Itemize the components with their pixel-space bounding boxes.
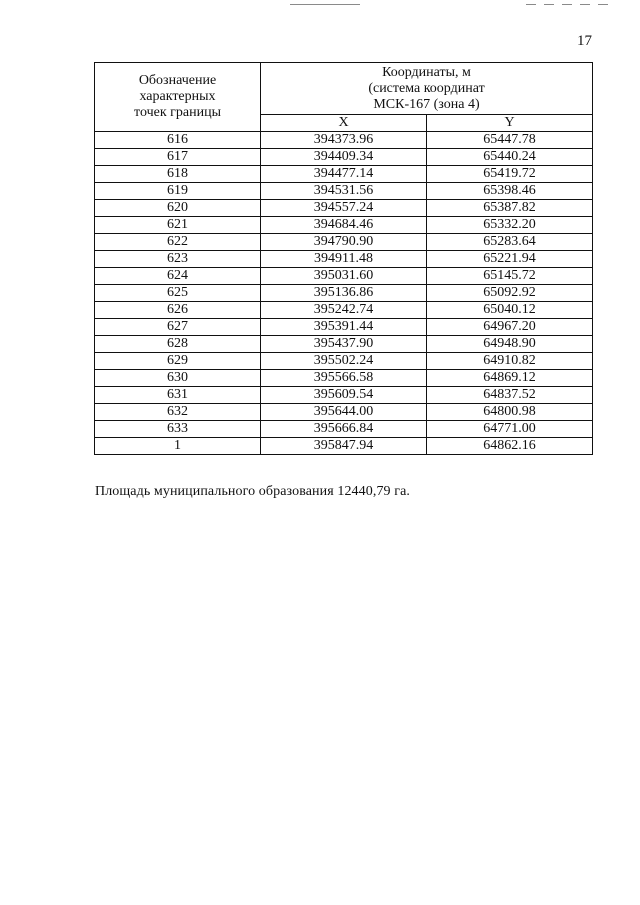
x-coordinate-cell: 395566.58	[261, 370, 427, 387]
municipal-area-text: Площадь муниципального образования 12440,79 га.	[95, 484, 411, 499]
x-coordinate-cell: 394477.14	[261, 166, 427, 183]
y-coordinate-cell: 65440.24	[427, 149, 593, 166]
point-cell: 628	[95, 336, 261, 353]
x-coordinate-cell: 395609.54	[261, 387, 427, 404]
point-cell: 618	[95, 166, 261, 183]
y-coordinate-cell: 64967.20	[427, 319, 593, 336]
y-coordinate-cell: 64948.90	[427, 336, 593, 353]
x-coordinate-cell: 395666.84	[261, 421, 427, 438]
y-coordinate-cell: 65040.12	[427, 302, 593, 319]
table-row	[95, 285, 593, 302]
x-coordinate-cell: 394684.46	[261, 217, 427, 234]
point-cell: 616	[95, 132, 261, 149]
table-row	[95, 387, 593, 404]
table-row	[95, 166, 593, 183]
point-cell: 633	[95, 421, 261, 438]
point-header-line-3: точек границы	[134, 105, 221, 120]
point-cell: 619	[95, 183, 261, 200]
y-coordinate-cell: 65221.94	[427, 251, 593, 268]
coordinates-header	[261, 63, 593, 115]
y-coordinate-cell: 65145.72	[427, 268, 593, 285]
y-coordinate-cell: 65398.46	[427, 183, 593, 200]
point-cell: 629	[95, 353, 261, 370]
table-row	[95, 438, 593, 455]
x-coordinate-cell: 394373.96	[261, 132, 427, 149]
x-coordinate-cell: 395136.86	[261, 285, 427, 302]
y-coordinate-cell: 65283.64	[427, 234, 593, 251]
y-coordinate-cell: 64862.16	[427, 438, 593, 455]
coordinates-table-body	[95, 132, 593, 455]
point-cell: 623	[95, 251, 261, 268]
coords-header-line-3: МСК-167 (зона 4)	[373, 96, 480, 112]
x-coordinate-cell: 394409.34	[261, 149, 427, 166]
y-column-header: Y	[427, 115, 593, 132]
y-coordinate-cell: 64771.00	[427, 421, 593, 438]
table-row	[95, 132, 593, 149]
x-coordinate-cell: 394911.48	[261, 251, 427, 268]
table-row	[95, 251, 593, 268]
table-row	[95, 353, 593, 370]
point-header-line-2: характерных	[139, 89, 216, 104]
top-scan-marks	[290, 4, 620, 8]
x-column-header: X	[261, 115, 427, 132]
table-row	[95, 336, 593, 353]
table-row	[95, 149, 593, 166]
y-coordinate-cell: 64800.98	[427, 404, 593, 421]
table-row	[95, 302, 593, 319]
y-coordinate-cell: 65092.92	[427, 285, 593, 302]
y-coordinate-cell: 64910.82	[427, 353, 593, 370]
point-cell: 625	[95, 285, 261, 302]
y-coordinate-cell: 65332.20	[427, 217, 593, 234]
point-cell: 627	[95, 319, 261, 336]
y-coordinate-cell: 65387.82	[427, 200, 593, 217]
table-row	[95, 268, 593, 285]
point-cell: 631	[95, 387, 261, 404]
point-cell: 1	[95, 438, 261, 455]
coordinates-table-container	[94, 62, 592, 455]
point-cell: 626	[95, 302, 261, 319]
point-cell: 622	[95, 234, 261, 251]
table-row	[95, 421, 593, 438]
x-coordinate-cell: 395502.24	[261, 353, 427, 370]
x-coordinate-cell: 394557.24	[261, 200, 427, 217]
y-coordinate-cell: 64837.52	[427, 387, 593, 404]
table-row	[95, 319, 593, 336]
x-coordinate-cell: 395242.74	[261, 302, 427, 319]
table-row	[95, 234, 593, 251]
y-coordinate-cell: 65419.72	[427, 166, 593, 183]
y-coordinate-cell: 65447.78	[427, 132, 593, 149]
y-coordinate-cell: 64869.12	[427, 370, 593, 387]
x-coordinate-cell: 395391.44	[261, 319, 427, 336]
point-cell: 617	[95, 149, 261, 166]
point-designation-header	[95, 63, 261, 132]
x-coordinate-cell: 394531.56	[261, 183, 427, 200]
x-coordinate-cell: 395847.94	[261, 438, 427, 455]
point-cell: 624	[95, 268, 261, 285]
table-row	[95, 217, 593, 234]
table-row	[95, 370, 593, 387]
coords-header-line-1: Координаты, м	[382, 64, 471, 80]
table-row	[95, 200, 593, 217]
x-coordinate-cell: 395031.60	[261, 268, 427, 285]
point-cell: 632	[95, 404, 261, 421]
page-number: 17	[577, 33, 592, 49]
point-cell: 630	[95, 370, 261, 387]
table-row	[95, 404, 593, 421]
x-coordinate-cell: 394790.90	[261, 234, 427, 251]
x-coordinate-cell: 395437.90	[261, 336, 427, 353]
point-cell: 621	[95, 217, 261, 234]
point-header-line-1: Обозначение	[138, 73, 217, 88]
table-row	[95, 183, 593, 200]
point-cell: 620	[95, 200, 261, 217]
coords-header-line-2: (система координат	[368, 80, 485, 96]
x-coordinate-cell: 395644.00	[261, 404, 427, 421]
coordinates-table	[94, 62, 593, 455]
